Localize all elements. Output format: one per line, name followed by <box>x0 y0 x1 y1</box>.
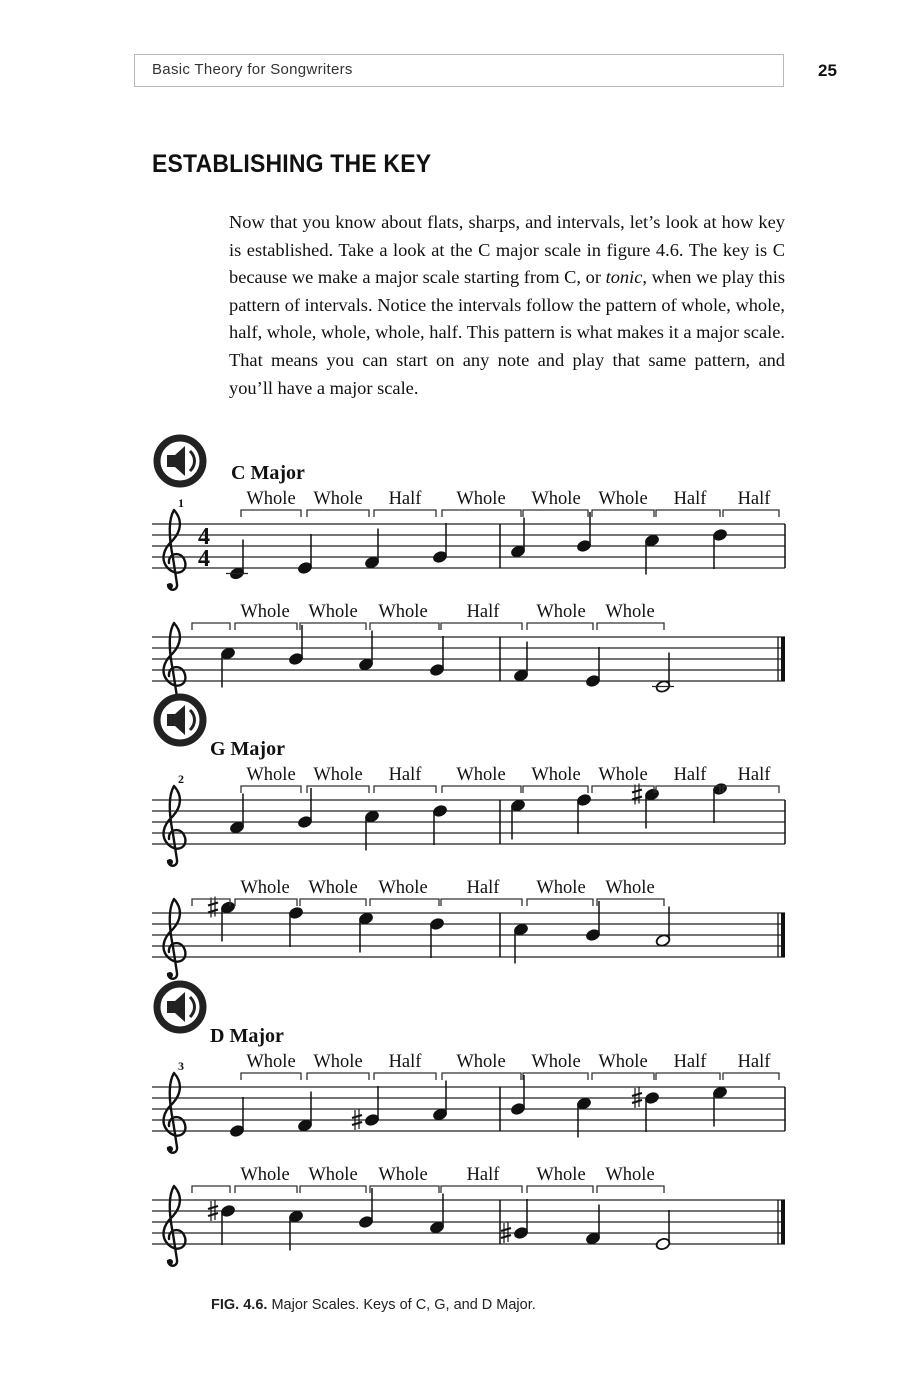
interval-label: Half <box>737 765 771 785</box>
interval-bracket <box>597 1186 664 1193</box>
interval-bracket <box>192 623 230 630</box>
running-head-title: Basic Theory for Songwriters <box>152 61 353 78</box>
section-heading: ESTABLISHING THE KEY <box>152 150 432 178</box>
interval-label: Whole <box>598 489 648 509</box>
interval-label: Half <box>466 602 500 622</box>
treble-clef-icon <box>164 899 186 979</box>
interval-bracket <box>374 786 436 793</box>
time-signature-bottom: 4 <box>198 546 210 572</box>
interval-label: Half <box>673 489 707 509</box>
figure-caption <box>211 1297 536 1313</box>
interval-bracket <box>241 510 301 517</box>
interval-bracket <box>192 1186 230 1193</box>
interval-bracket <box>527 1186 593 1193</box>
interval-bracket <box>442 510 521 517</box>
interval-bracket <box>656 786 720 793</box>
interval-label: Half <box>466 878 500 898</box>
interval-label: Whole <box>308 878 358 898</box>
final-bar-line-thick <box>781 1200 785 1244</box>
speaker-icon <box>157 438 203 484</box>
interval-bracket <box>527 899 593 906</box>
interval-bracket <box>523 786 588 793</box>
interval-bracket <box>370 623 439 630</box>
page-number: 25 <box>818 61 837 80</box>
interval-bracket <box>723 786 779 793</box>
interval-label: Whole <box>240 1165 290 1185</box>
treble-clef-icon <box>164 1186 186 1266</box>
interval-bracket <box>235 899 297 906</box>
interval-bracket <box>300 899 366 906</box>
interval-bracket <box>300 623 366 630</box>
treble-clef-icon <box>164 623 186 703</box>
interval-bracket <box>442 1073 521 1080</box>
interval-label: Whole <box>313 765 363 785</box>
interval-bracket <box>241 786 301 793</box>
final-bar-line-thick <box>781 913 785 957</box>
interval-bracket <box>235 623 297 630</box>
interval-bracket <box>656 510 720 517</box>
figure-caption-label: FIG. 4.6. <box>211 1297 268 1313</box>
interval-bracket <box>523 1073 588 1080</box>
interval-label: Whole <box>308 602 358 622</box>
interval-label: Half <box>388 489 422 509</box>
scale-title: C Major <box>231 462 305 484</box>
final-bar-line-thick <box>781 637 785 681</box>
interval-bracket <box>442 786 521 793</box>
interval-label: Whole <box>536 602 586 622</box>
interval-bracket <box>307 786 369 793</box>
interval-bracket <box>441 1186 522 1193</box>
interval-label: Whole <box>536 1165 586 1185</box>
interval-label: Half <box>737 489 771 509</box>
interval-label: Whole <box>240 878 290 898</box>
interval-bracket <box>656 1073 720 1080</box>
interval-label: Whole <box>456 765 506 785</box>
interval-bracket <box>592 786 654 793</box>
track-number: 1 <box>178 496 184 510</box>
interval-label: Whole <box>246 765 296 785</box>
interval-label: Whole <box>378 602 428 622</box>
interval-label: Whole <box>605 602 655 622</box>
interval-label: Half <box>673 765 707 785</box>
body-text-emphasis: tonic <box>605 267 643 288</box>
interval-label: Whole <box>531 1052 581 1072</box>
interval-label: Half <box>466 1165 500 1185</box>
interval-label: Half <box>737 1052 771 1072</box>
interval-label: Half <box>673 1052 707 1072</box>
speaker-icon <box>157 697 203 743</box>
interval-bracket <box>527 623 593 630</box>
interval-label: Whole <box>598 765 648 785</box>
interval-bracket <box>597 623 664 630</box>
interval-label: Whole <box>605 1165 655 1185</box>
interval-label: Whole <box>456 1052 506 1072</box>
body-text-part-1: Now that you know about flats, sharps, and intervals, let’s look at how key is established. Take a look at the C major scale in figure 4.6. The key is C because we make a major scale starting from C, or <box>229 212 785 288</box>
scale-title: G Major <box>210 738 285 760</box>
interval-bracket <box>241 1073 301 1080</box>
interval-bracket <box>592 510 654 517</box>
interval-label: Whole <box>313 489 363 509</box>
interval-label: Whole <box>456 489 506 509</box>
body-text-part-2: , when we play this pattern of intervals. Notice the intervals follow the pattern of whole, whole, half, whole, whole, whole, half. This pattern is what makes it a major scale. That means you can start on any note and play that same pattern, and you’ll have a major scale. <box>229 267 785 398</box>
interval-bracket <box>374 510 436 517</box>
interval-label: Whole <box>246 489 296 509</box>
interval-bracket <box>300 1186 366 1193</box>
interval-bracket <box>441 899 522 906</box>
track-number: 3 <box>178 1059 184 1073</box>
interval-bracket <box>370 899 439 906</box>
interval-label: Whole <box>531 765 581 785</box>
interval-label: Whole <box>378 878 428 898</box>
interval-bracket <box>597 899 664 906</box>
treble-clef-icon <box>164 1073 186 1153</box>
interval-label: Half <box>388 765 422 785</box>
interval-bracket <box>370 1186 439 1193</box>
interval-label: Whole <box>598 1052 648 1072</box>
interval-bracket <box>307 510 369 517</box>
interval-label: Whole <box>313 1052 363 1072</box>
interval-label: Whole <box>536 878 586 898</box>
interval-bracket <box>235 1186 297 1193</box>
interval-label: Whole <box>531 489 581 509</box>
scale-title: D Major <box>210 1025 284 1047</box>
interval-label: Whole <box>378 1165 428 1185</box>
figure-caption-text: Major Scales. Keys of C, G, and D Major. <box>267 1297 536 1313</box>
treble-clef-icon <box>164 786 186 866</box>
interval-bracket <box>723 1073 779 1080</box>
interval-bracket <box>592 1073 654 1080</box>
interval-label: Half <box>388 1052 422 1072</box>
speaker-icon <box>157 984 203 1030</box>
interval-bracket <box>307 1073 369 1080</box>
interval-label: Whole <box>246 1052 296 1072</box>
treble-clef-icon <box>164 510 186 590</box>
interval-bracket <box>523 510 588 517</box>
time-signature-top: 4 <box>198 524 210 550</box>
interval-label: Whole <box>240 602 290 622</box>
interval-label: Whole <box>605 878 655 898</box>
track-number: 2 <box>178 772 184 786</box>
interval-bracket <box>723 510 779 517</box>
interval-bracket <box>374 1073 436 1080</box>
interval-bracket <box>441 623 522 630</box>
interval-label: Whole <box>308 1165 358 1185</box>
